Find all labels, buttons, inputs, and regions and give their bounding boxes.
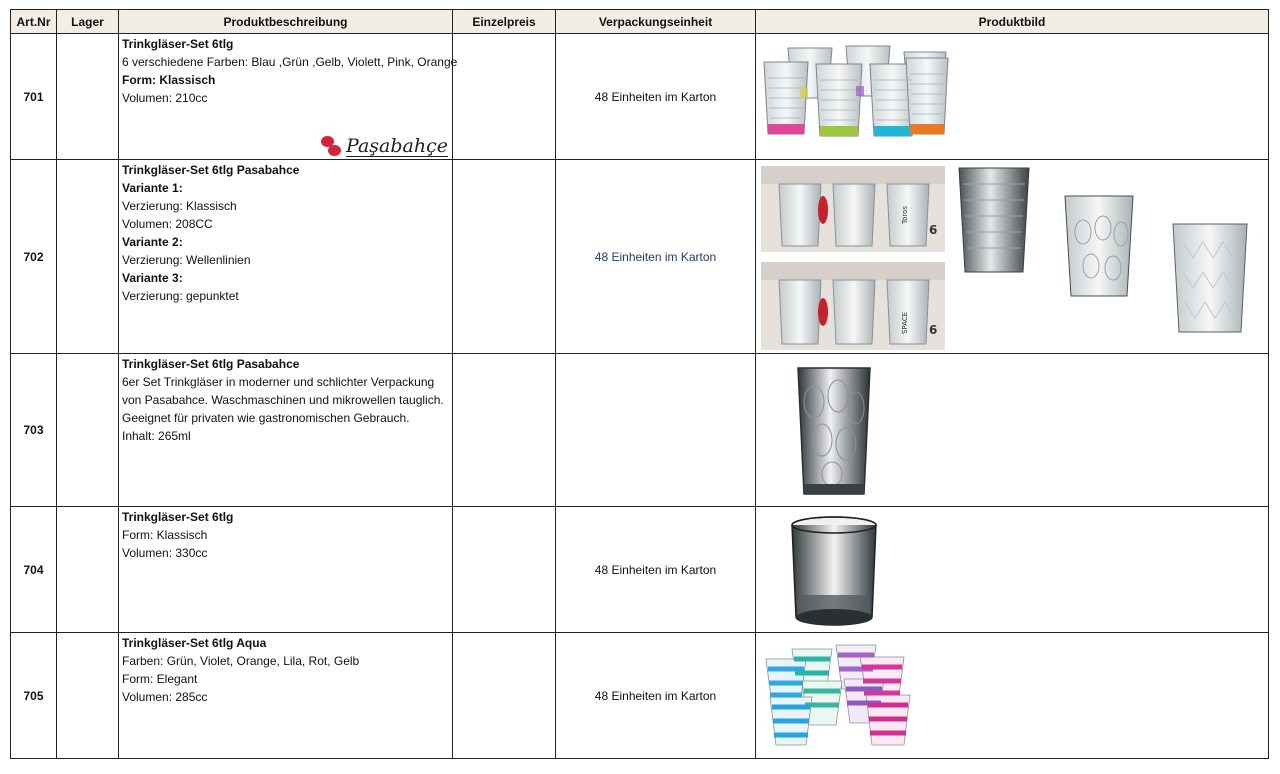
glass-set-boxes-icon [759,162,1259,352]
product-description: 6er Set Trinkgläser in moderner und schlichter Verpackung von Pasabahce. Waschmaschinen und mikrowellen tauglich. [122,375,444,407]
cell-price[interactable] [453,507,556,633]
variant-1-decoration: Verzierung: Klassisch [122,199,237,213]
form-value: Klassisch [159,73,216,87]
header-beschreibung[interactable]: Produktbeschreibung [119,10,453,34]
cell-lager[interactable] [57,34,119,160]
cell-price[interactable] [453,354,556,507]
cell-artnr[interactable]: 704 [11,507,57,633]
cell-price[interactable] [453,633,556,759]
header-row [11,10,1269,34]
product-title: Trinkgläser-Set 6tlg [122,37,234,51]
tumbler-glass-icon [788,513,888,629]
cell-description[interactable] [119,160,453,354]
cell-artnr[interactable]: 701 [11,34,57,160]
pack-brand-1: Toros [901,205,909,224]
cell-lager[interactable] [57,354,119,507]
pack-count-1: 6 [929,223,938,237]
cell-description[interactable] [119,354,453,507]
table-row [11,34,1269,160]
cell-lager[interactable] [57,507,119,633]
variant-1-label: Variante 1: [122,181,183,195]
variant-1-volume: Volumen: 208CC [122,217,213,231]
variant-3-decoration: Verzierung: gepunktet [122,289,239,303]
cell-description[interactable] [119,34,458,160]
variant-2-decoration: Verzierung: Wellenlinien [122,253,251,267]
product-sheet [10,9,1268,759]
form-label: Form: [122,73,160,87]
cell-artnr[interactable]: 702 [11,160,57,354]
cell-artnr[interactable]: 705 [11,633,57,759]
cell-image[interactable] [756,354,1269,507]
header-lager[interactable]: Lager [57,10,119,34]
variant-2-label: Variante 2: [122,235,183,249]
cell-image[interactable] [756,34,1269,160]
header-artnr[interactable]: Art.Nr [11,10,57,34]
product-form [122,71,448,89]
pasabahce-logo-icon [319,135,343,157]
header-bild[interactable]: Produktbild [756,10,1269,34]
pack-brand-2: SPACE [901,311,909,334]
cell-price[interactable] [453,160,556,354]
table-row [11,160,1269,354]
header-einzelpreis[interactable]: Einzelpreis [453,10,556,34]
cell-image[interactable] [756,160,1269,354]
cell-packaging[interactable] [556,354,756,507]
product-volume: Volumen: 330cc [122,546,208,560]
cell-packaging[interactable]: 48 Einheiten im Karton [556,507,756,633]
product-colors: Farben: Grün, Violet, Orange, Lila, Rot, Gelb [122,654,360,668]
product-table [10,9,1269,759]
table-row [11,354,1269,507]
product-title: Trinkgläser-Set 6tlg [122,510,234,524]
cell-image[interactable] [756,633,1269,759]
product-title: Trinkgläser-Set 6tlg Pasabahce [122,163,300,177]
pasabahce-logo [319,135,448,157]
product-form: Form: Elegant [122,672,198,686]
cell-packaging[interactable]: 48 Einheiten im Karton [556,34,756,160]
product-title: Trinkgläser-Set 6tlg Aqua [122,636,267,650]
cell-packaging[interactable]: 48 Einheiten im Karton [556,160,756,354]
header-verpackung[interactable]: Verpackungseinheit [556,10,756,34]
cell-image[interactable] [756,507,1269,633]
cell-description[interactable] [119,633,453,759]
table-row [11,633,1269,759]
cell-lager[interactable] [57,633,119,759]
cell-lager[interactable] [57,160,119,354]
striped-colored-glasses-icon [762,639,932,755]
tall-dimpled-glass-icon [792,362,882,502]
product-title: Trinkgläser-Set 6tlg Pasabahce [122,357,300,371]
cell-packaging[interactable]: 48 Einheiten im Karton [556,633,756,759]
colored-base-glasses-icon [760,38,960,158]
product-volume: Volumen: 285cc [122,690,208,704]
logo-wordmark: Paşabahçe [346,134,448,157]
cell-price[interactable] [453,34,556,160]
product-content: Inhalt: 265ml [122,429,191,443]
product-form: Form: Klassisch [122,528,208,542]
product-volume: Volumen: 210cc [122,91,208,105]
product-colors: 6 verschiedene Farben: Blau ,Grün ,Gelb, Violett, Pink, Orange [122,55,458,69]
variant-3-label: Variante 3: [122,271,183,285]
product-usage: Geeignet für privaten wie gastronomischen Gebrauch. [122,411,410,425]
cell-description[interactable] [119,507,453,633]
pack-count-2: 6 [929,323,938,337]
table-row [11,507,1269,633]
cell-artnr[interactable]: 703 [11,354,57,507]
